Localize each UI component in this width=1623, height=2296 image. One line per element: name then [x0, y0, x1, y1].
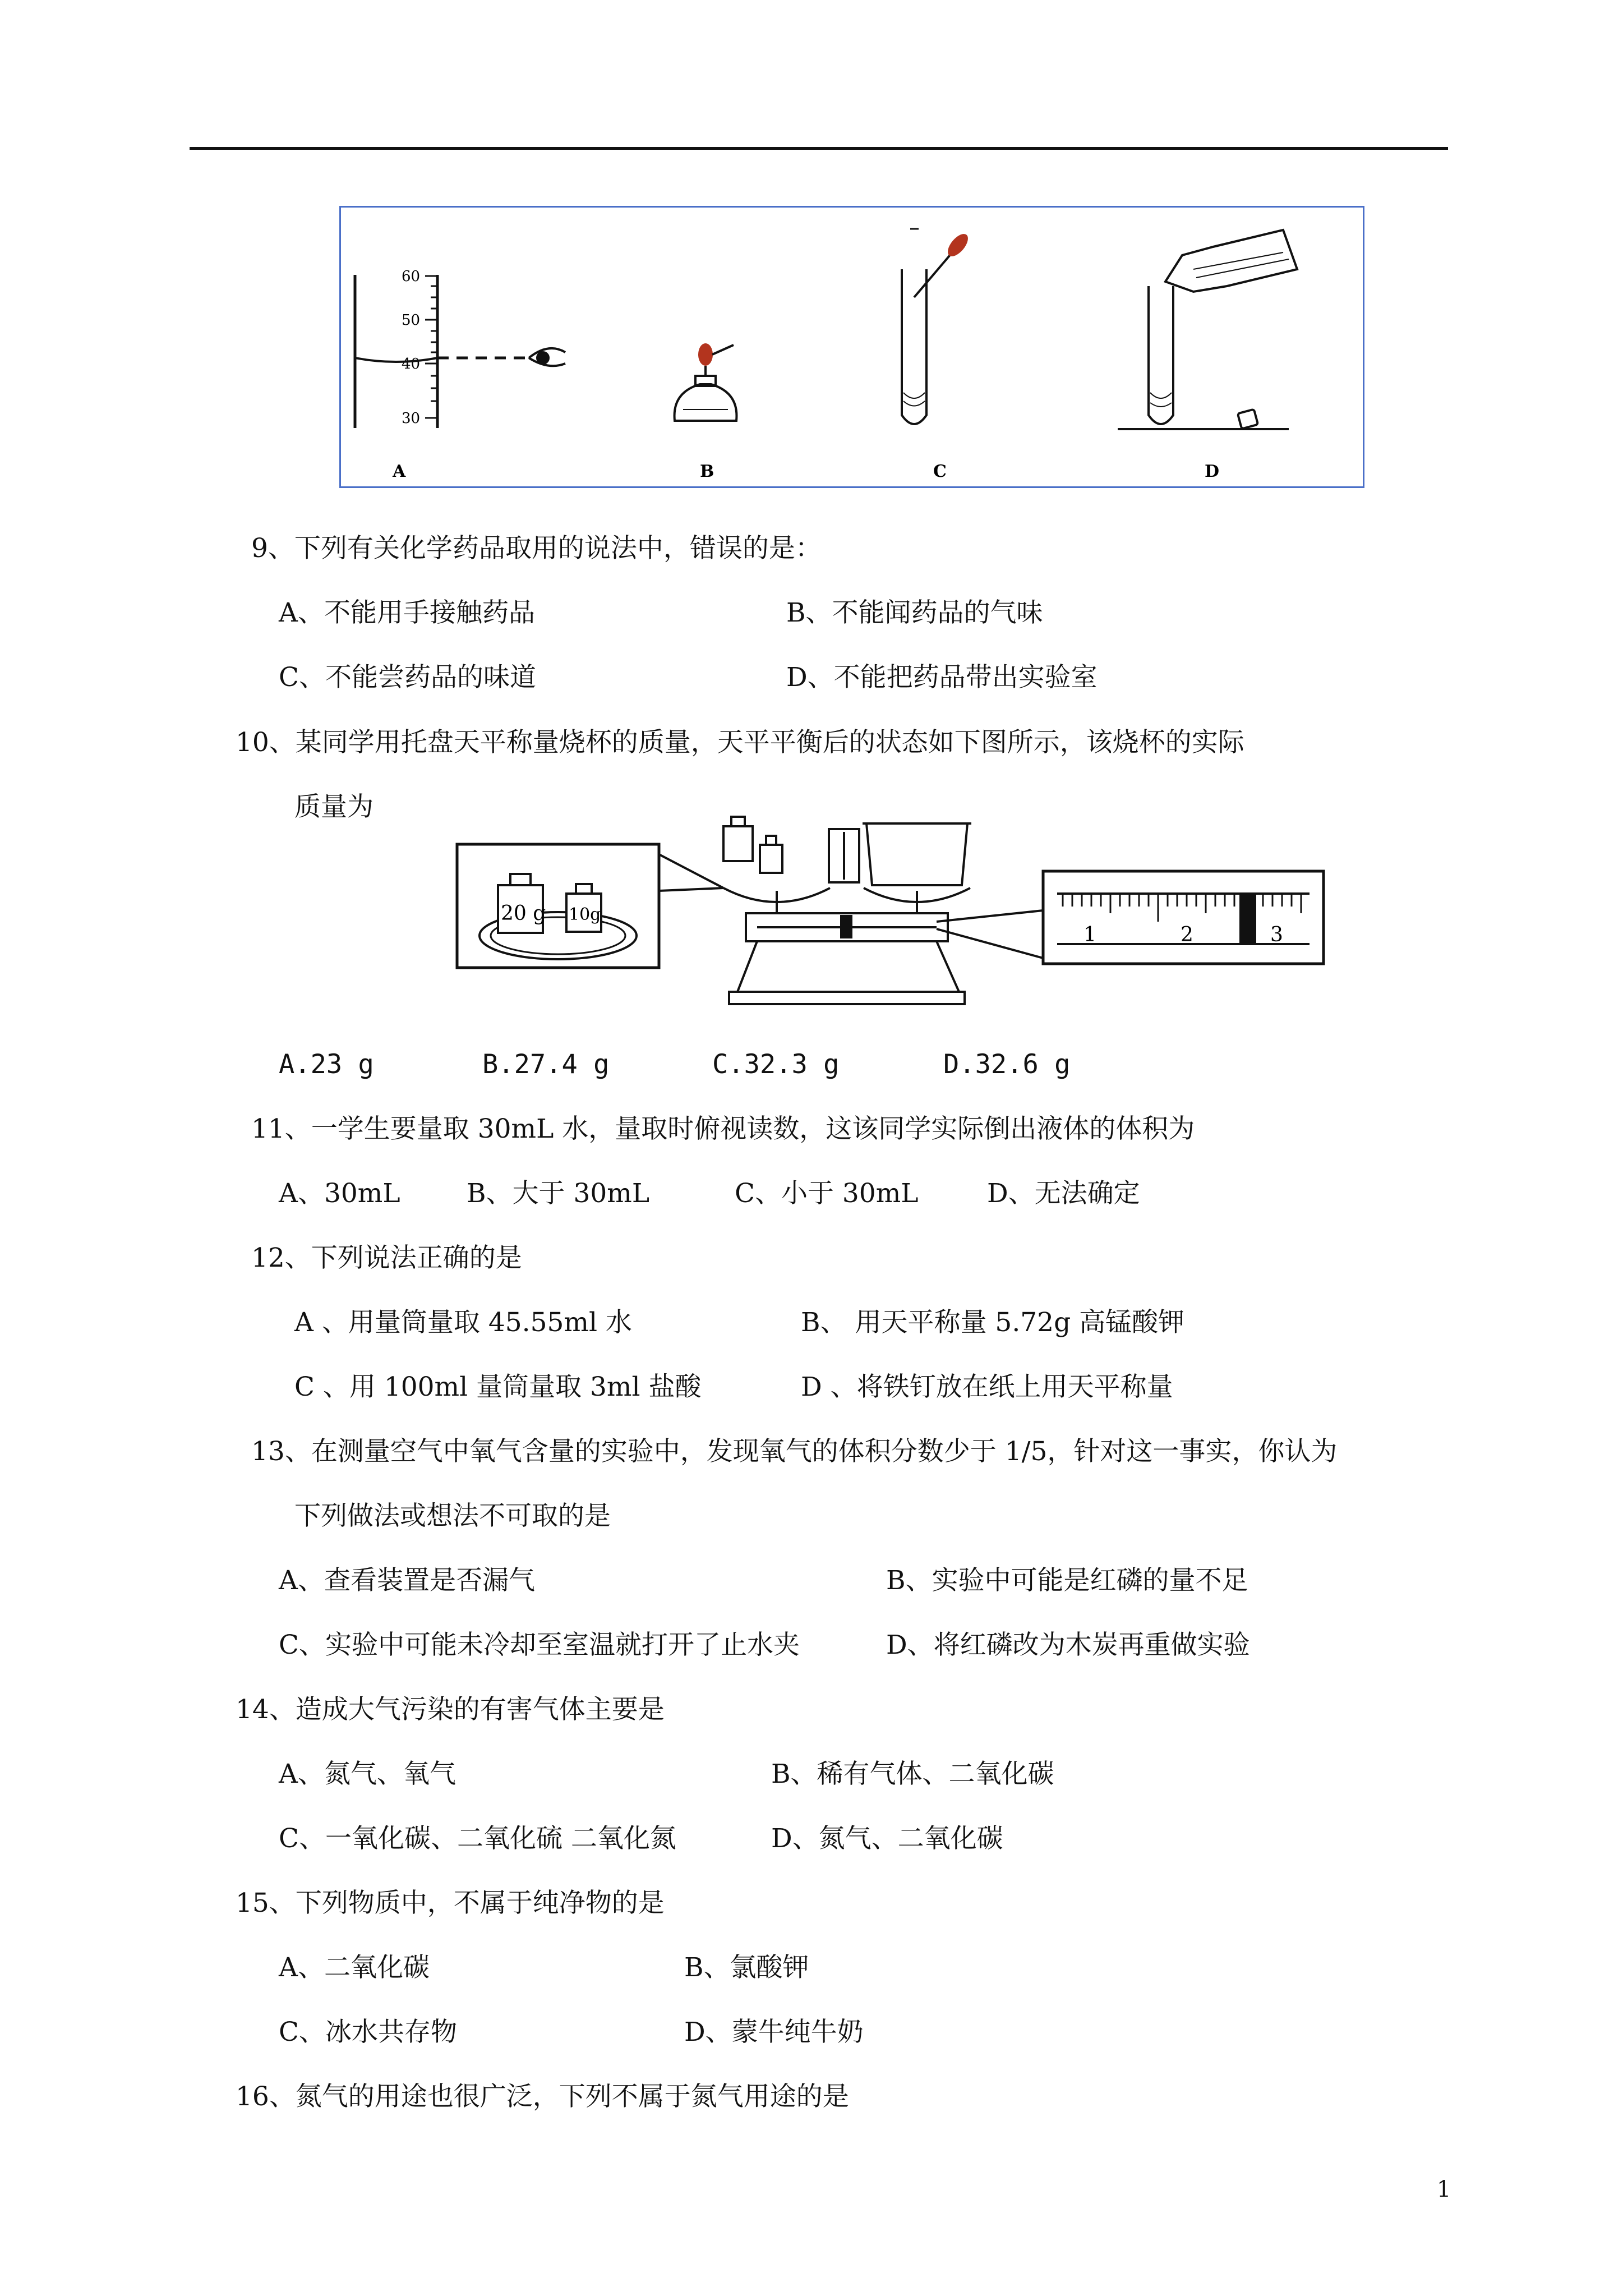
q15-option-b: B、氯酸钾: [684, 1952, 809, 1983]
page-number: 1: [1437, 2177, 1451, 2202]
tick-label-50: 50: [402, 312, 421, 329]
q10-option-a: A.23 g: [279, 1049, 374, 1080]
balance-figure: [454, 801, 1329, 1025]
panel-label-d: D: [1205, 462, 1220, 481]
scale-tick-1: 1: [1083, 923, 1096, 946]
rider-scale-inset: [1043, 871, 1324, 964]
panel-label-b: B: [700, 462, 714, 481]
question-11-stem: 11、一学生要量取 30mL 水，量取时俯视读数，这该同学实际倒出液体的体积为: [251, 1114, 1195, 1144]
question-14-stem: 14、造成大气污染的有害气体主要是: [236, 1694, 665, 1725]
test-tube-upright: [1149, 286, 1173, 424]
q9-option-d: D、不能把药品带出实验室: [786, 662, 1098, 693]
q15-option-d: D、蒙牛纯牛奶: [684, 2017, 864, 2047]
q14-option-d: D、氮气、二氧化碳: [771, 1823, 1003, 1854]
q10-option-b: B.27.4 g: [482, 1049, 610, 1080]
eye-icon: [529, 348, 565, 366]
scale-tick-2: 2: [1181, 923, 1193, 946]
q14-option-c: C、一氧化碳、二氧化硫 二氧化氮: [279, 1823, 676, 1854]
q12-option-a: A 、用量筒量取 45.55ml 水: [294, 1307, 632, 1338]
q12-option-d: D 、将铁钉放在纸上用天平称量: [801, 1372, 1173, 1402]
question-9-stem: 9、下列有关化学药品取用的说法中，错误的是：: [251, 533, 822, 564]
reagent-bottle-icon: [1165, 230, 1297, 292]
alcohol-lamp: [675, 366, 737, 421]
weight-label-20g: 20 g: [501, 902, 546, 925]
q12-option-c: C 、用 100ml 量筒量取 3ml 盐酸: [294, 1372, 702, 1402]
tick-label-30: 30: [402, 410, 421, 427]
q14-option-b: B、稀有气体、二氧化碳: [771, 1759, 1054, 1789]
header-rule: [190, 147, 1448, 150]
q15-option-c: C、冰水共存物: [279, 2017, 457, 2047]
question-10-stem-line2: 质量为: [294, 792, 374, 822]
balance-scale: [723, 817, 971, 1004]
q15-option-a: A、二氧化碳: [279, 1952, 430, 1983]
q11-option-d: D、无法确定: [987, 1178, 1140, 1209]
tick-label-60: 60: [402, 268, 421, 285]
question-15-stem: 15、下列物质中，不属于纯净物的是: [236, 1888, 665, 1918]
q9-option-a: A、不能用手接触药品: [279, 597, 535, 628]
question-13-stem-line2: 下列做法或想法不可取的是: [294, 1501, 611, 1531]
q13-option-a: A、查看装置是否漏气: [279, 1565, 535, 1596]
graduated-cylinder: [355, 275, 437, 428]
q14-option-a: A、氮气、氧气: [279, 1759, 456, 1789]
q9-option-b: B、不能闻药品的气味: [786, 597, 1043, 628]
q11-option-a: A、30mL: [279, 1178, 400, 1209]
q10-option-d: D.32.6 g: [943, 1049, 1071, 1080]
q11-option-b: B、大于 30mL: [467, 1178, 650, 1209]
lab-operations-drawing: [341, 208, 1363, 486]
weights-inset: [457, 844, 723, 968]
q12-option-b: B、 用天平称量 5.72g 高锰酸钾: [801, 1307, 1185, 1338]
lab-operations-figure: [339, 206, 1364, 488]
rider-marker: [1239, 894, 1256, 943]
zoom-pointer-line: [937, 929, 1043, 958]
dropper-icon: [910, 229, 972, 297]
tick-label-40: 40: [402, 356, 421, 372]
question-10-stem-line1: 10、某同学用托盘天平称量烧杯的质量，天平平衡后的状态如下图所示，该烧杯的实际: [236, 727, 1244, 758]
q13-option-b: B、实验中可能是红磷的量不足: [886, 1565, 1248, 1596]
question-13-stem-line1: 13、在测量空气中氧气含量的实验中，发现氧气的体积分数少于 1/5，针对这一事实，你认为: [251, 1436, 1338, 1467]
panel-label-c: C: [933, 462, 947, 481]
test-tube: [902, 269, 926, 424]
question-12-stem: 12、下列说法正确的是: [251, 1243, 522, 1273]
bottle-stopper-icon: [1238, 409, 1258, 429]
meniscus: [355, 358, 437, 362]
q13-option-d: D、将红磷改为木炭再重做实验: [886, 1630, 1250, 1660]
q11-option-c: C、小于 30mL: [735, 1178, 919, 1209]
weight-label-10g: 10g: [569, 905, 601, 924]
flame-icon: [698, 343, 734, 366]
q10-option-c: C.32.3 g: [712, 1049, 840, 1080]
q9-option-c: C、不能尝药品的味道: [279, 662, 536, 693]
scale-tick-3: 3: [1270, 923, 1283, 946]
q13-option-c: C、实验中可能未冷却至室温就打开了止水夹: [279, 1630, 800, 1660]
panel-label-a: A: [393, 462, 406, 481]
question-16-stem: 16、氮气的用途也很广泛，下列不属于氮气用途的是: [236, 2081, 849, 2112]
